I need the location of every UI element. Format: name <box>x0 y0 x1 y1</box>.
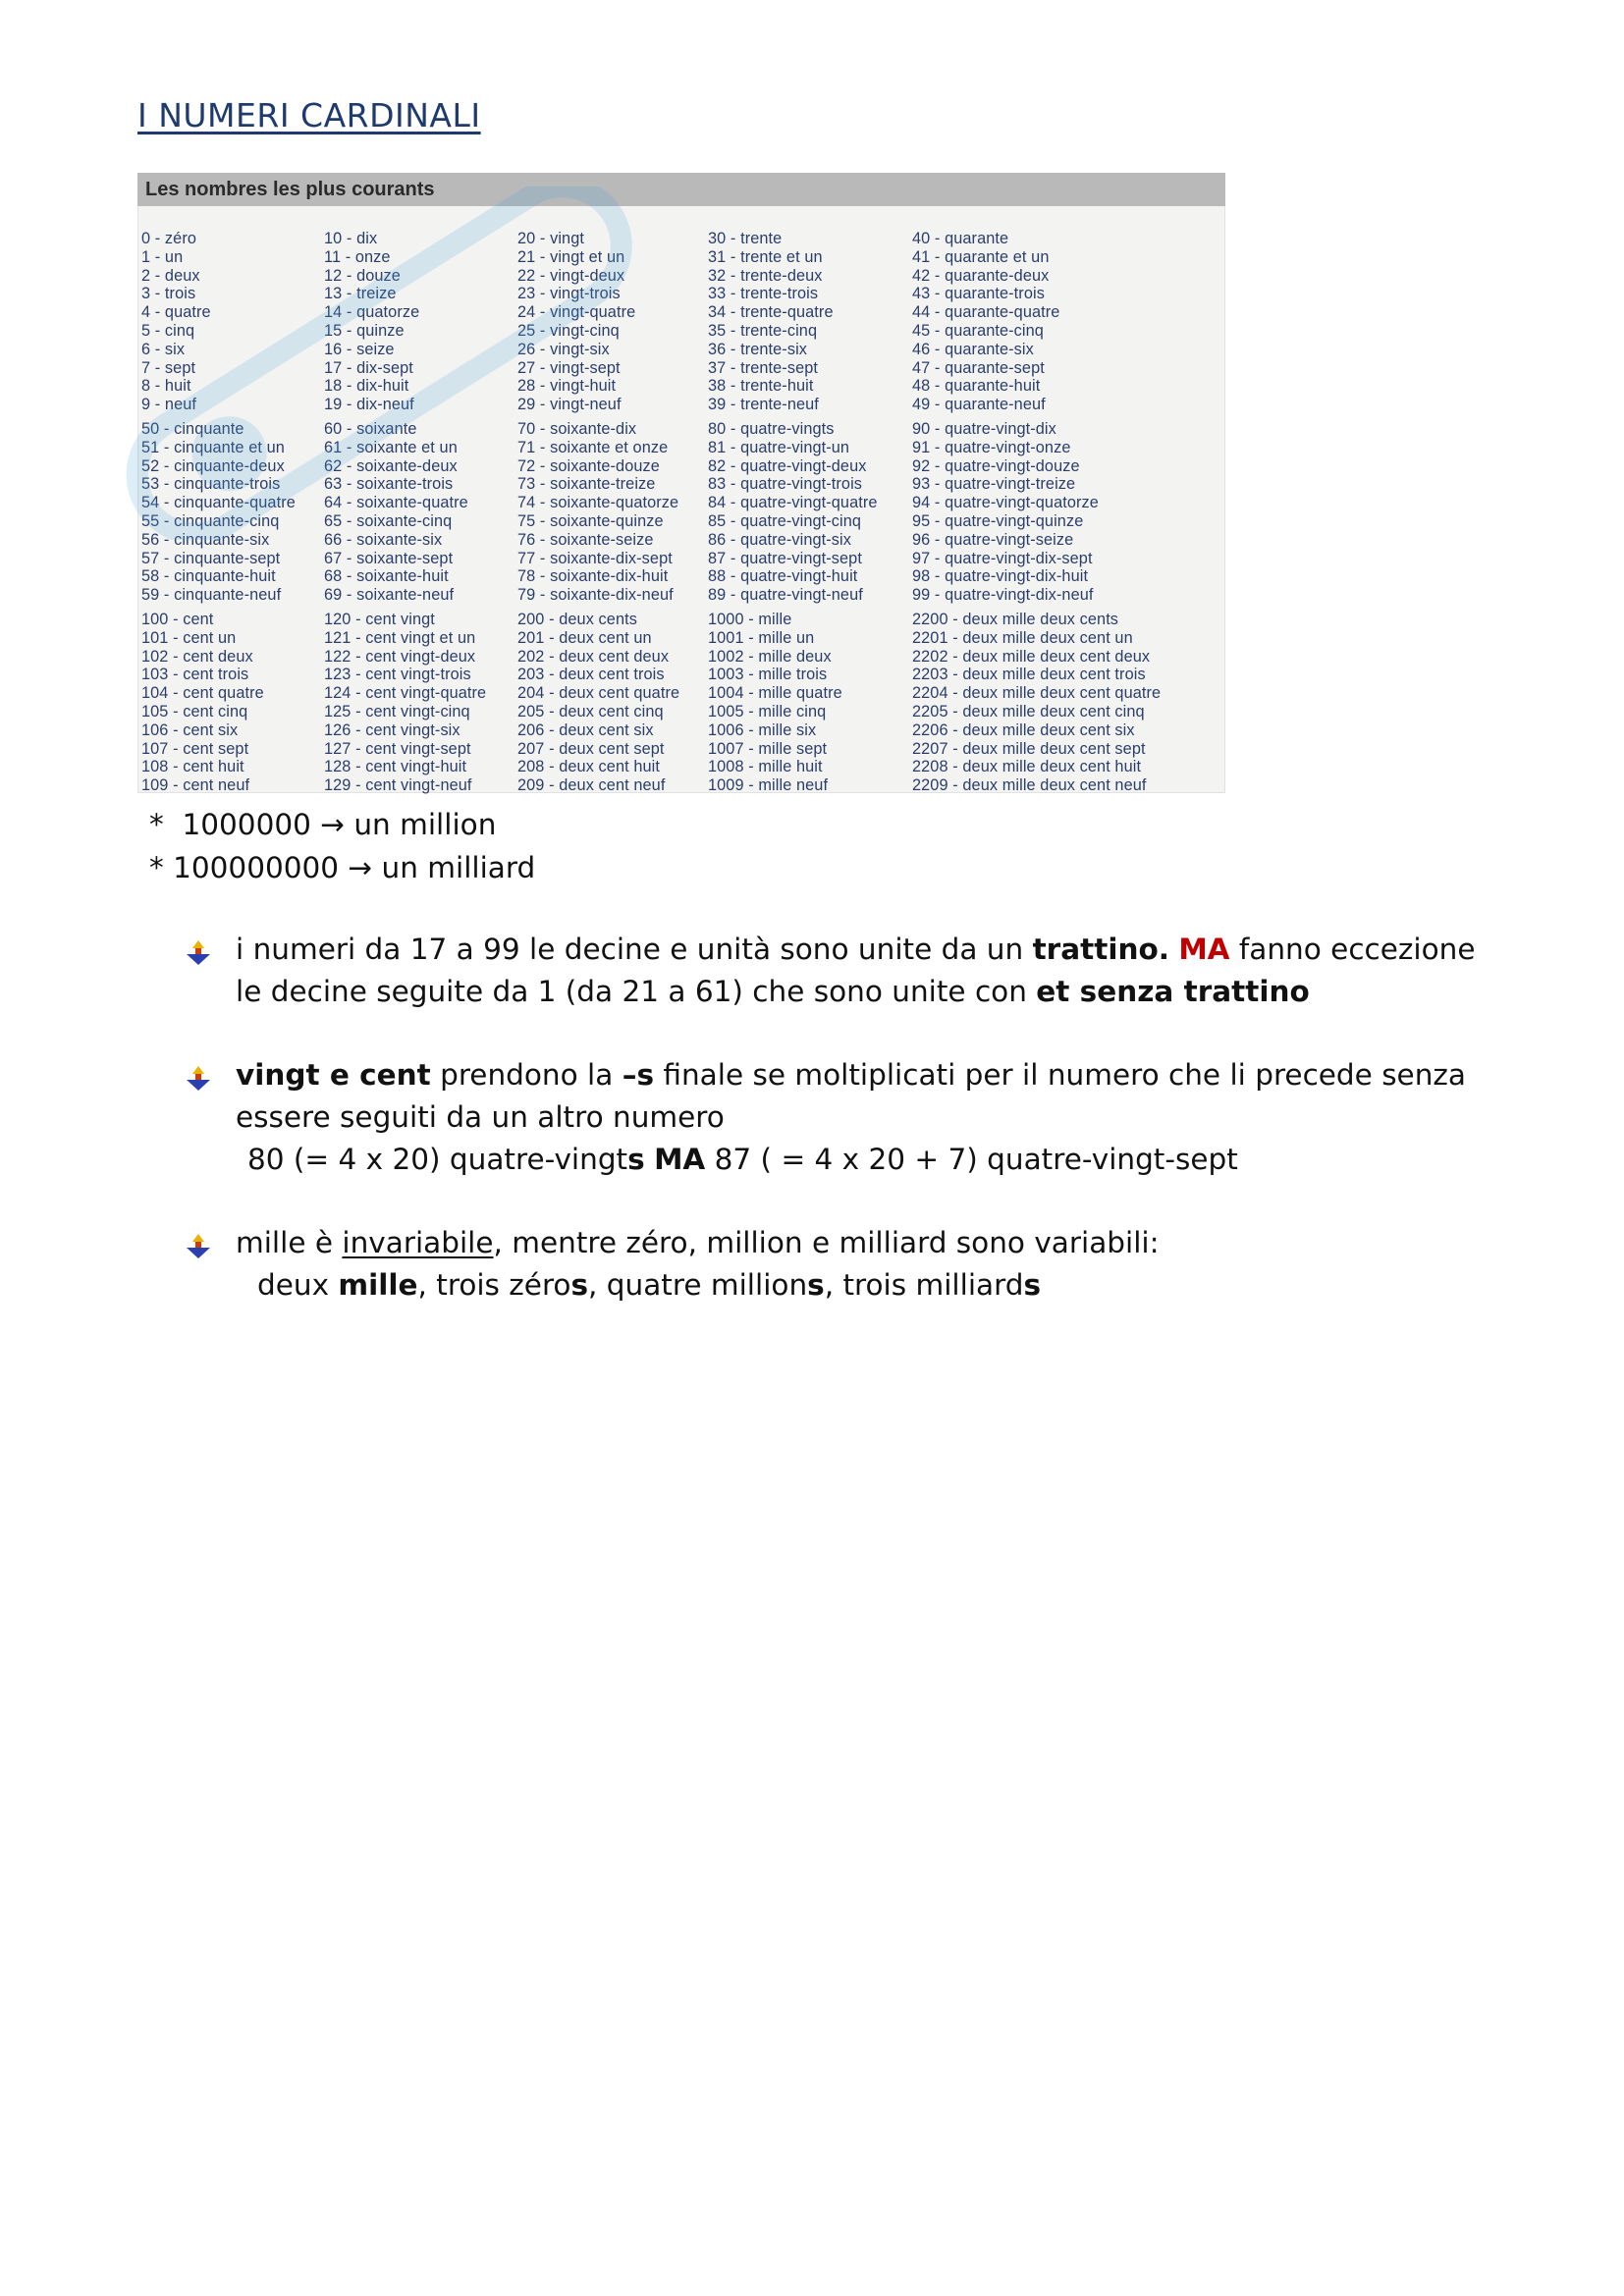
million-lines <box>149 803 535 889</box>
number-entry: 43 - quarante-trois <box>912 285 1045 303</box>
number-entry: 50 - cinquante <box>141 419 244 438</box>
arrow-bullet-icon <box>185 1064 212 1092</box>
arrow-bullet-icon <box>185 1232 212 1259</box>
number-entry: 59 - cinquante-neuf <box>141 586 282 605</box>
number-entry: 40 - quarante <box>912 230 1009 247</box>
number-entry: 68 - soixante-huit <box>324 567 449 586</box>
number-entry: 71 - soixante et onze <box>517 438 669 456</box>
number-entry: 106 - cent six <box>141 721 239 739</box>
number-entry: 2 - deux <box>141 266 200 285</box>
table-column <box>517 611 708 795</box>
rule-item-trattino <box>185 929 1559 1013</box>
million-line: * 1000000 → un million <box>149 808 497 841</box>
number-entry: 74 - soixante-quatorze <box>517 494 679 512</box>
number-entry: 0 - zéro <box>141 230 196 247</box>
number-entry: 102 - cent deux <box>141 647 253 666</box>
table-body <box>137 206 1225 795</box>
number-entry: 60 - soixante <box>324 419 417 438</box>
number-entry: 70 - soixante-dix <box>517 419 637 438</box>
table-column <box>324 611 517 795</box>
number-entry: 91 - quatre-vingt-onze <box>912 438 1071 456</box>
number-entry: 80 - quatre-vingts <box>708 419 835 438</box>
example-text: , quatre million <box>588 1268 808 1302</box>
number-entry: 203 - deux cent trois <box>517 666 665 684</box>
number-entry: 10 - dix <box>324 230 378 247</box>
number-entry: 124 - cent vingt-quatre <box>324 684 487 703</box>
number-entry: 209 - deux cent neuf <box>517 776 666 795</box>
plural-s: s <box>1023 1268 1041 1302</box>
table-column <box>708 230 912 414</box>
number-entry: 47 - quarante-sept <box>912 358 1045 377</box>
number-entry: 79 - soixante-dix-neuf <box>517 586 674 605</box>
number-entry: 58 - cinquante-huit <box>141 567 276 586</box>
number-entry: 8 - huit <box>141 377 191 396</box>
number-entry: 20 - vingt <box>517 230 584 247</box>
number-entry: 127 - cent vingt-sept <box>324 739 471 758</box>
number-entry: 207 - deux cent sept <box>517 739 665 758</box>
table-column <box>324 230 517 414</box>
rule-text-part: fanno eccezione <box>1229 933 1476 966</box>
number-entry: 35 - trente-cinq <box>708 321 818 340</box>
number-entry: 57 - cinquante-sept <box>141 549 281 567</box>
rule-item-vingt-cent <box>185 1054 1559 1181</box>
number-entry: 128 - cent vingt-huit <box>324 758 467 776</box>
number-entry: 129 - cent vingt-neuf <box>324 776 472 795</box>
number-entry: 123 - cent vingt-trois <box>324 666 471 684</box>
number-entry: 75 - soixante-quinze <box>517 511 664 530</box>
rule-text <box>236 1054 1559 1181</box>
number-entry: 204 - deux cent quatre <box>517 684 680 703</box>
arrow-bullet-icon <box>185 938 212 966</box>
number-entry: 1006 - mille six <box>708 721 817 739</box>
number-entry: 54 - cinquante-quatre <box>141 494 296 512</box>
number-entry: 46 - quarante-six <box>912 340 1034 358</box>
number-entry: 98 - quatre-vingt-dix-huit <box>912 567 1089 586</box>
number-entry: 104 - cent quatre <box>141 684 264 703</box>
number-entry: 12 - douze <box>324 266 401 285</box>
number-entry: 3 - trois <box>141 285 196 303</box>
number-entry: 25 - vingt-cinq <box>517 321 620 340</box>
number-entry: 42 - quarante-deux <box>912 266 1050 285</box>
number-entry: 109 - cent neuf <box>141 776 250 795</box>
number-entry: 26 - vingt-six <box>517 340 610 358</box>
number-entry: 97 - quatre-vingt-dix-sept <box>912 549 1093 567</box>
number-entry: 49 - quarante-neuf <box>912 396 1046 414</box>
number-entry: 1009 - mille neuf <box>708 776 829 795</box>
number-entry: 101 - cent un <box>141 628 237 647</box>
numbers-table-image <box>137 173 1225 793</box>
number-entry: 63 - soixante-trois <box>324 475 454 494</box>
number-entry: 53 - cinquante-trois <box>141 475 281 494</box>
number-entry: 2208 - deux mille deux cent huit <box>912 758 1142 776</box>
number-entry: 2206 - deux mille deux cent six <box>912 721 1135 739</box>
number-entry: 2201 - deux mille deux cent un <box>912 628 1133 647</box>
number-entry: 38 - trente-huit <box>708 377 814 396</box>
rule-text-part: le decine seguite da 1 (da 21 a 61) che sono unite con <box>236 975 1037 1008</box>
table-column <box>708 611 912 795</box>
invariabile-underlined: invariabile <box>342 1226 494 1259</box>
number-entry: 23 - vingt-trois <box>517 285 621 303</box>
number-entry: 1000 - mille <box>708 610 792 628</box>
number-entry: 2207 - deux mille deux cent sept <box>912 739 1146 758</box>
number-entry: 18 - dix-huit <box>324 377 409 396</box>
example-text: , trois zéro <box>417 1268 571 1302</box>
plural-s: s <box>570 1268 589 1302</box>
number-entry: 95 - quatre-vingt-quinze <box>912 511 1084 530</box>
number-entry: 5 - cinq <box>141 321 195 340</box>
number-entry: 201 - deux cent un <box>517 628 652 647</box>
number-entry: 21 - vingt et un <box>517 247 625 266</box>
rule-text <box>236 929 1559 1013</box>
number-entry: 37 - trente-sept <box>708 358 819 377</box>
number-entry: 108 - cent huit <box>141 758 244 776</box>
number-entry: 73 - soixante-treize <box>517 475 656 494</box>
number-entry: 2209 - deux mille deux cent neuf <box>912 776 1147 795</box>
number-entry: 31 - trente et un <box>708 247 823 266</box>
number-entry: 83 - quatre-vingt-trois <box>708 475 863 494</box>
example-text: , trois milliard <box>824 1268 1024 1302</box>
number-entry: 99 - quatre-vingt-dix-neuf <box>912 586 1094 605</box>
table-column <box>517 230 708 414</box>
number-entry: 62 - soixante-deux <box>324 456 458 475</box>
number-entry: 120 - cent vingt <box>324 610 435 628</box>
number-entry: 87 - quatre-vingt-sept <box>708 549 862 567</box>
number-entry: 208 - deux cent huit <box>517 758 661 776</box>
number-entry: 82 - quatre-vingt-deux <box>708 456 867 475</box>
number-entry: 1005 - mille cinq <box>708 702 827 721</box>
table-group <box>141 230 1225 414</box>
rule-text-part <box>645 1143 654 1176</box>
ma-emphasis: MA <box>1178 933 1230 966</box>
number-entry: 126 - cent vingt-six <box>324 721 460 739</box>
number-entry: 2205 - deux mille deux cent cinq <box>912 702 1145 721</box>
rule-text-part: prendono la <box>430 1058 623 1092</box>
number-entry: 16 - seize <box>324 340 395 358</box>
page-title: I NUMERI CARDINALI <box>137 96 481 134</box>
number-entry: 100 - cent <box>141 610 214 628</box>
number-entry: 77 - soixante-dix-sept <box>517 549 673 567</box>
number-entry: 6 - six <box>141 340 186 358</box>
number-entry: 14 - quatorze <box>324 303 420 322</box>
rule-item-mille <box>185 1222 1559 1307</box>
number-entry: 7 - sept <box>141 358 196 377</box>
number-entry: 92 - quatre-vingt-douze <box>912 456 1080 475</box>
number-entry: 65 - soixante-cinq <box>324 511 453 530</box>
rule-text-part: mille è <box>236 1226 343 1259</box>
number-entry: 27 - vingt-sept <box>517 358 621 377</box>
rule-text-part: i numeri da 17 a 99 le decine e unità sono unite da un <box>236 933 1033 966</box>
number-entry: 94 - quatre-vingt-quatorze <box>912 494 1099 512</box>
plural-s: s <box>807 1268 825 1302</box>
number-entry: 2200 - deux mille deux cents <box>912 610 1119 628</box>
number-entry: 78 - soixante-dix-huit <box>517 567 669 586</box>
ma-keyword: MA <box>654 1143 706 1176</box>
rule-text-part: finale se moltiplicati per il numero che li precede senza <box>654 1058 1466 1092</box>
number-entry: 1003 - mille trois <box>708 666 828 684</box>
example-text: 87 ( = 4 x 20 + 7) quatre-vingt-sept <box>705 1143 1238 1176</box>
rule-keyword: et senza trattino <box>1036 975 1310 1008</box>
rule-text-part <box>1169 933 1178 966</box>
number-entry: 33 - trente-trois <box>708 285 819 303</box>
number-entry: 51 - cinquante et un <box>141 438 285 456</box>
number-entry: 107 - cent sept <box>141 739 249 758</box>
number-entry: 39 - trente-neuf <box>708 396 819 414</box>
table-header: Les nombres les plus courants <box>137 173 1225 206</box>
number-entry: 205 - deux cent cinq <box>517 702 664 721</box>
number-entry: 52 - cinquante-deux <box>141 456 285 475</box>
number-entry: 88 - quatre-vingt-huit <box>708 567 858 586</box>
rule-keyword: trattino. <box>1032 933 1169 966</box>
number-entry: 76 - soixante-seize <box>517 530 654 549</box>
table-column <box>141 230 324 414</box>
number-entry: 72 - soixante-douze <box>517 456 660 475</box>
number-entry: 4 - quatre <box>141 303 211 322</box>
table-column <box>324 420 517 605</box>
number-entry: 29 - vingt-neuf <box>517 396 622 414</box>
number-entry: 48 - quarante-huit <box>912 377 1041 396</box>
table-column <box>912 611 1207 795</box>
number-entry: 84 - quatre-vingt-quatre <box>708 494 878 512</box>
number-entry: 9 - neuf <box>141 396 197 414</box>
table-column <box>141 420 324 605</box>
number-entry: 55 - cinquante-cinq <box>141 511 280 530</box>
rules-list <box>185 929 1559 1348</box>
table-column <box>517 420 708 605</box>
number-entry: 1 - un <box>141 247 184 266</box>
table-column <box>708 420 912 605</box>
number-entry: 125 - cent vingt-cinq <box>324 702 470 721</box>
number-entry: 44 - quarante-quatre <box>912 303 1060 322</box>
number-entry: 89 - quatre-vingt-neuf <box>708 586 863 605</box>
number-entry: 1008 - mille huit <box>708 758 823 776</box>
number-entry: 41 - quarante et un <box>912 247 1050 266</box>
number-entry: 90 - quatre-vingt-dix <box>912 419 1056 438</box>
rule-text <box>236 1222 1559 1307</box>
number-entry: 200 - deux cents <box>517 610 637 628</box>
number-entry: 69 - soixante-neuf <box>324 586 455 605</box>
number-entry: 56 - cinquante-six <box>141 530 270 549</box>
number-entry: 121 - cent vingt et un <box>324 628 476 647</box>
number-entry: 24 - vingt-quatre <box>517 303 636 322</box>
number-entry: 85 - quatre-vingt-cinq <box>708 511 862 530</box>
table-group <box>141 420 1225 605</box>
plural-s: s <box>627 1143 645 1176</box>
number-entry: 105 - cent cinq <box>141 702 248 721</box>
number-entry: 45 - quarante-cinq <box>912 321 1044 340</box>
example-text: 80 (= 4 x 20) quatre-vingt <box>247 1143 628 1176</box>
number-entry: 34 - trente-quatre <box>708 303 834 322</box>
number-entry: 13 - treize <box>324 285 397 303</box>
table-column <box>912 230 1207 414</box>
number-entry: 36 - trente-six <box>708 340 808 358</box>
number-entry: 15 - quinze <box>324 321 405 340</box>
number-entry: 64 - soixante-quatre <box>324 494 468 512</box>
number-entry: 32 - trente-deux <box>708 266 823 285</box>
number-entry: 1007 - mille sept <box>708 739 828 758</box>
number-entry: 17 - dix-sept <box>324 358 413 377</box>
table-group <box>141 611 1225 795</box>
number-entry: 1001 - mille un <box>708 628 815 647</box>
number-entry: 30 - trente <box>708 230 783 247</box>
number-entry: 1004 - mille quatre <box>708 684 842 703</box>
number-entry: 67 - soixante-sept <box>324 549 454 567</box>
number-entry: 81 - quatre-vingt-un <box>708 438 850 456</box>
number-entry: 206 - deux cent six <box>517 721 654 739</box>
rule-text-part: essere seguiti da un altro numero <box>236 1100 725 1134</box>
example-text: deux <box>257 1268 339 1302</box>
number-entry: 1002 - mille deux <box>708 647 832 666</box>
number-entry: 2203 - deux mille deux cent trois <box>912 666 1146 684</box>
number-entry: 103 - cent trois <box>141 666 249 684</box>
number-entry: 22 - vingt-deux <box>517 266 625 285</box>
number-entry: 2204 - deux mille deux cent quatre <box>912 684 1162 703</box>
table-column <box>141 611 324 795</box>
rule-text-part: , mentre zéro, million e milliard sono variabili: <box>493 1226 1160 1259</box>
number-entry: 122 - cent vingt-deux <box>324 647 476 666</box>
number-entry: 11 - onze <box>324 247 391 266</box>
rule-keyword: mille <box>338 1268 418 1302</box>
number-entry: 61 - soixante et un <box>324 438 458 456</box>
number-entry: 202 - deux cent deux <box>517 647 670 666</box>
number-entry: 19 - dix-neuf <box>324 396 414 414</box>
rule-keyword: –s <box>622 1058 655 1092</box>
number-entry: 28 - vingt-huit <box>517 377 617 396</box>
number-entry: 93 - quatre-vingt-treize <box>912 475 1076 494</box>
number-entry: 66 - soixante-six <box>324 530 443 549</box>
milliard-line: * 100000000 → un milliard <box>149 851 536 884</box>
number-entry: 2202 - deux mille deux cent deux <box>912 647 1151 666</box>
number-entry: 96 - quatre-vingt-seize <box>912 530 1074 549</box>
number-entry: 86 - quatre-vingt-six <box>708 530 851 549</box>
table-column <box>912 420 1207 605</box>
rule-keyword: vingt e cent <box>236 1058 431 1092</box>
